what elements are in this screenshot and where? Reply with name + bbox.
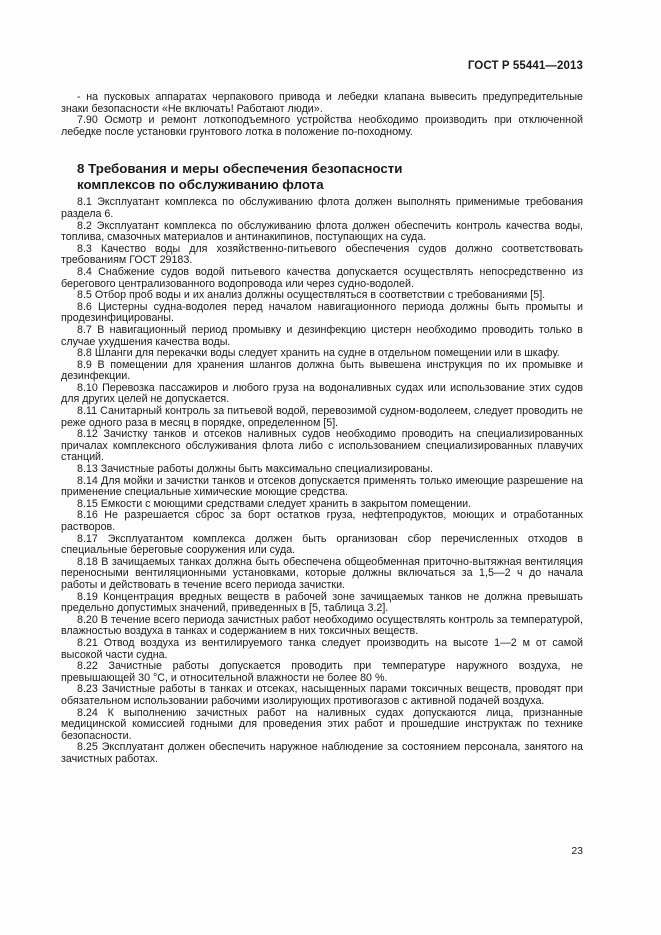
paragraph-8-4: 8.4 Снабжение судов водой питьевого качества допускается осуществлять непосредственно из берегового централизованного водопровода или через судно-водолей. [61, 265, 583, 290]
paragraph-intro-1: - на пусковых аппаратах черпакового привода и лебедки клапана вывесить предупредительные знаки безопасности «Не включать! Работают люди». [61, 91, 583, 115]
section-heading [61, 161, 583, 193]
document-body [61, 92, 583, 765]
paragraph-8-13: 8.13 Зачистные работы должны быть максимально специализированы. [77, 463, 434, 476]
paragraph-8-22: 8.22 Зачистные работы допускается проводить при температуре наружного воздуха, не превышающей 30 °C, и относительной влажности не более 80 %. [61, 660, 583, 684]
paragraph-8-12: 8.12 Зачистку танков и отсеков наливных судов необходимо проводить на специализированных причалах комплексного обслуживания флота либо с использованием специализированных плавучих станций. [61, 428, 583, 464]
paragraph-8-10: 8.10 Перевозка пассажиров и любого груза на водоналивных судах или использование этих судов для других целей не допускается. [61, 381, 583, 406]
paragraph-8-23: 8.23 Зачистные работы в танках и отсеках, насыщенных парами токсичных веществ, проводят при обязательном использовании рабочими изолирующих противогазов с активной подачей воздуха. [61, 683, 583, 707]
paragraph-8-8: 8.8 Шланги для перекачки воды следует хранить на судне в отдельном помещении или в шкафу. [77, 347, 560, 360]
paragraph-8-11: 8.11 Санитарный контроль за питьевой водой, перевозимой судном-водолеем, следует проводить не реже одного раза в месяц в порядке, определенном [5]. [61, 405, 583, 429]
paragraph-8-14: 8.14 Для мойки и зачистки танков и отсеков допускается применять только имеющие разрешение на применение специальные химические моющие средства. [61, 474, 583, 499]
section-heading-line-2: комплексов по обслуживанию флота [77, 177, 324, 193]
paragraph-8-17: 8.17 Эксплуатантом комплекса должен быть организован сбор перечисленных отходов в специальные береговые сооружения или суда. [61, 532, 583, 557]
paragraph-8-7: 8.7 В навигационный период промывку и дезинфекцию цистерн необходимо проводить только в случае ухудшения качества воды. [61, 323, 583, 348]
document-header: ГОСТ Р 55441—2013 [467, 60, 583, 72]
paragraph-8-24: 8.24 К выполнению зачистных работ на наливных судах допускаются лица, признанные медицинской комиссией годными для проведения этих работ и прошедшие инструктаж по технике безопасности. [61, 706, 583, 742]
paragraph-8-1: 8.1 Эксплуатант комплекса по обслуживанию флота должен выполнять применимые требования раздела 6. [61, 196, 583, 220]
page-number: 23 [571, 845, 583, 857]
paragraph-8-21: 8.21 Отвод воздуха из вентилируемого танка следует производить на высоте 1—2 м от самой высокой части судна. [61, 636, 583, 661]
paragraph-8-2: 8.2 Эксплуатант комплекса по обслуживанию флота должен обеспечить контроль качества воды, топлива, смазочных материалов и антинакипинов, поступающих на суда. [61, 219, 583, 244]
paragraph-8-5: 8.5 Отбор проб воды и их анализ должны осуществляться в соответствии с требованиями [5]. [77, 289, 546, 302]
paragraph-8-25: 8.25 Эксплуатант должен обеспечить наружное наблюдение за состоянием персонала, занятого на зачистных работах. [61, 741, 583, 765]
paragraph-7-90: 7.90 Осмотр и ремонт лоткоподъемного устройства необходимо производить при отключенной лебедке после установки грунтового лотка в положение по-походному. [61, 114, 583, 138]
paragraph-8-3: 8.3 Качество воды для хозяйственно-питьевого обеспечения судов должно соответствовать требованиям ГОСТ 29183. [61, 242, 583, 267]
section-spacer [61, 138, 583, 161]
paragraph-8-6: 8.6 Цистерны судна-водолея перед началом навигационного периода должны быть промыты и продезинфицированы. [61, 300, 583, 325]
paragraph-8-9: 8.9 В помещении для хранения шлангов должна быть вывешена инструкция по их промывке и дезинфекции. [61, 358, 583, 383]
section-heading-line-1: 8 Требования и меры обеспечения безопасности [77, 161, 403, 177]
paragraph-8-18: 8.18 В зачищаемых танках должна быть обеспечена общеобменная приточно-вытяжная вентиляция переносными вентиляционными установками, которые должны включаться за 1,5—2 ч до начала работы и действовать в течение всего периода зачистки. [61, 555, 583, 591]
paragraph-8-20: 8.20 В течение всего периода зачистных работ необходимо осуществлять контроль за температурой, влажностью воздуха в танках и содержанием в них токсичных веществ. [61, 613, 583, 638]
paragraph-8-16: 8.16 Не разрешается сброс за борт остатков груза, нефтепродуктов, моющих и отработанных растворов. [61, 509, 583, 533]
paragraph-8-19: 8.19 Концентрация вредных веществ в рабочей зоне зачищаемых танков не должна превышать предельно допустимых значений, приведенных в [5, таблица 3.2]. [61, 590, 583, 615]
paragraph-8-15: 8.15 Емкости с моющими средствами следует хранить в закрытом помещении. [77, 497, 472, 510]
